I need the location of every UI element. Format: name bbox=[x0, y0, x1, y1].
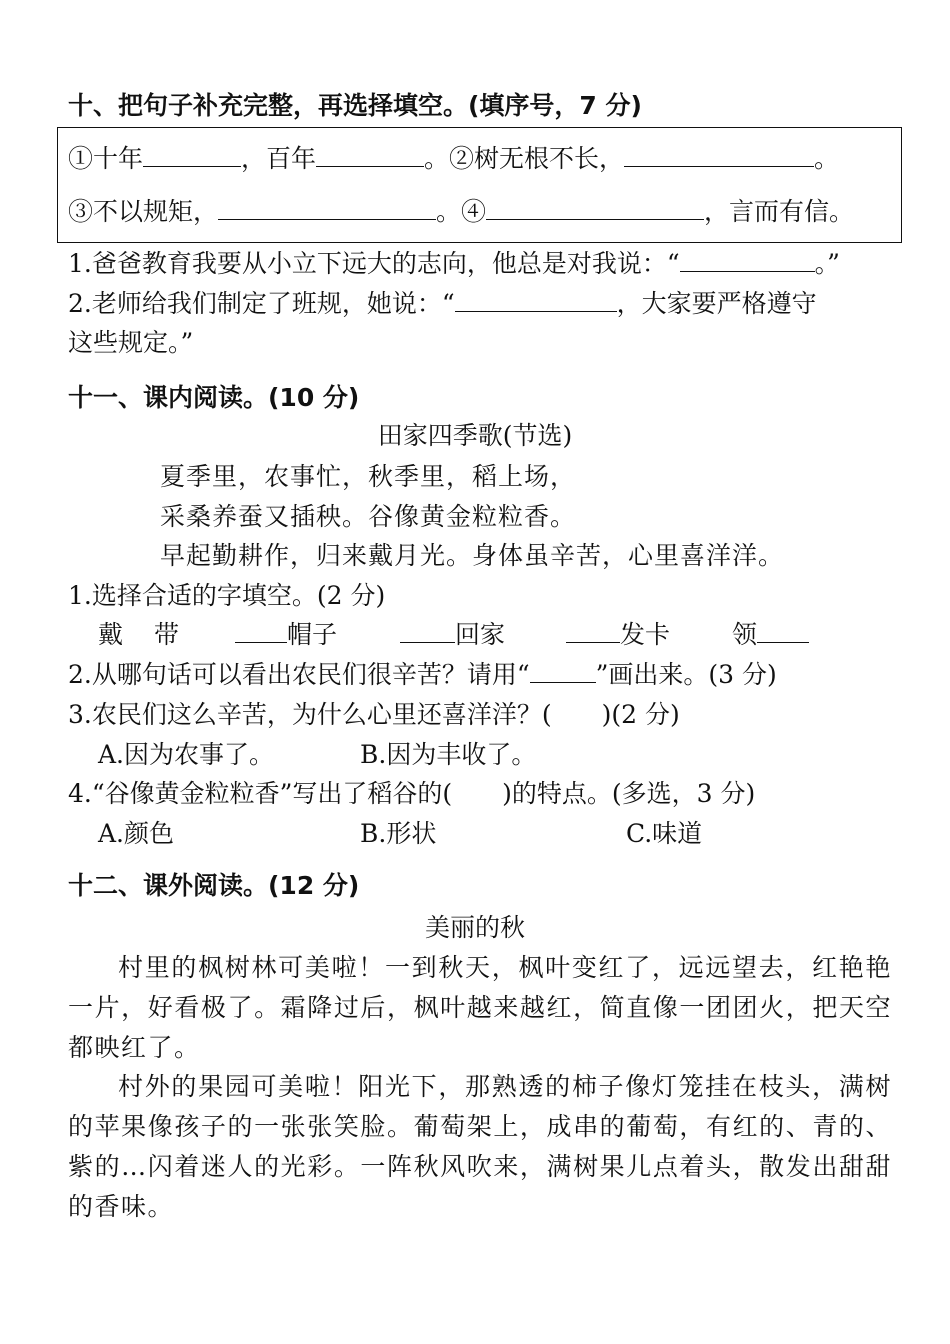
passage-paragraph-1: 村里的枫树林可美啦！一到秋天，枫叶变红了，远远望去，红艳艳一片，好看极了。霜降过后，枫叶越来越红，简直像一团团火，把天空都映红了。 bbox=[68, 953, 892, 1062]
section-11-heading: 十一、课内阅读。(10 分) bbox=[68, 383, 360, 412]
question-text: 。” bbox=[814, 249, 840, 278]
box-text: ，百年 bbox=[241, 144, 317, 173]
poem-line-2: 采桑养蚕又插秧。谷像黄金粒粒香。 bbox=[160, 502, 577, 531]
word-choice-2: 带 bbox=[154, 620, 180, 649]
fill-item-text: 帽子 bbox=[287, 620, 338, 649]
section-10-heading: 十、把句子补充完整，再选择填空。(填序号，7 分) bbox=[68, 91, 642, 120]
section-11-question-4: 4.“谷像黄金粒粒香”写出了稻谷的( )的特点。(多选，3 分) bbox=[68, 779, 756, 808]
answer-blank[interactable] bbox=[757, 620, 809, 643]
q4-option-a[interactable]: A.颜色 bbox=[98, 819, 175, 848]
poem-title: 田家四季歌(节选) bbox=[377, 421, 573, 450]
section-10-question-1 bbox=[68, 246, 892, 282]
answer-blank[interactable] bbox=[400, 620, 455, 643]
fill-item-2 bbox=[400, 617, 505, 653]
section-11-question-3: 3.农民们这么辛苦，为什么心里还喜洋洋？( )(2 分) bbox=[68, 700, 680, 729]
answer-blank[interactable] bbox=[316, 144, 424, 167]
box-text: 。④ bbox=[436, 197, 487, 226]
section-12-heading: 十二、课外阅读。(12 分) bbox=[68, 871, 360, 900]
box-line-1 bbox=[68, 141, 892, 177]
q3-option-a[interactable]: A.因为农事了。 bbox=[98, 740, 275, 769]
box-text: ①十年 bbox=[68, 144, 144, 173]
question-text: ，大家要严格遵守 bbox=[616, 289, 817, 318]
poem-line-1: 夏季里，农事忙，秋季里，稻上场， bbox=[160, 462, 577, 491]
fill-item-3 bbox=[566, 617, 670, 653]
answer-blank[interactable] bbox=[218, 197, 436, 220]
answer-blank[interactable] bbox=[143, 144, 241, 167]
answer-blank[interactable] bbox=[680, 249, 815, 272]
fill-item-text: 发卡 bbox=[620, 620, 671, 649]
answer-blank[interactable] bbox=[455, 289, 617, 312]
fill-item-text: 领 bbox=[732, 620, 758, 649]
section-10-question-2-cont: 这些规定。” bbox=[68, 328, 194, 357]
question-text: 1.爸爸教育我要从小立下远大的志向，他总是对我说：“ bbox=[68, 249, 680, 278]
box-text: ③不以规矩， bbox=[68, 197, 219, 226]
box-text: ，言而有信。 bbox=[704, 197, 855, 226]
answer-blank[interactable] bbox=[235, 620, 287, 643]
answer-blank[interactable] bbox=[486, 197, 704, 220]
box-text: 。 bbox=[814, 144, 840, 173]
word-choice-1: 戴 bbox=[98, 620, 124, 649]
q3-option-b[interactable]: B.因为丰收了。 bbox=[360, 740, 537, 769]
answer-blank[interactable] bbox=[624, 144, 814, 167]
passage-title: 美丽的秋 bbox=[424, 913, 525, 942]
question-text: 2.从哪句话可以看出农民们很辛苦？请用“ bbox=[68, 660, 530, 689]
section-11-question-2 bbox=[68, 657, 892, 693]
fill-item-4 bbox=[732, 617, 809, 653]
box-line-2 bbox=[68, 194, 892, 230]
section-11-question-1: 1.选择合适的字填空。(2 分) bbox=[68, 581, 386, 610]
box-text: 。②树无根不长， bbox=[424, 144, 625, 173]
question-text: 2.老师给我们制定了班规，她说：“ bbox=[68, 289, 455, 318]
passage-paragraph-2: 村外的果园可美啦！阳光下，那熟透的柿子像灯笼挂在枝头，满树的苹果像孩子的一张张笑脸。葡萄架上，成串的葡萄，有红的、青的、紫的…闪着迷人的光彩。一阵秋风吹来，满树果儿点着头，散发出甜甜的香味。 bbox=[68, 1072, 892, 1221]
q4-option-b[interactable]: B.形状 bbox=[360, 819, 437, 848]
section-10-question-2 bbox=[68, 286, 892, 322]
answer-blank[interactable] bbox=[566, 620, 620, 643]
fill-item-text: 回家 bbox=[455, 620, 506, 649]
answer-blank[interactable] bbox=[530, 660, 596, 683]
question-text: ”画出来。(3 分) bbox=[595, 660, 777, 689]
poem-line-3: 早起勤耕作，归来戴月光。身体虽辛苦，心里喜洋洋。 bbox=[160, 541, 785, 570]
fill-item-1 bbox=[235, 617, 337, 653]
q4-option-c[interactable]: C.味道 bbox=[626, 819, 703, 848]
